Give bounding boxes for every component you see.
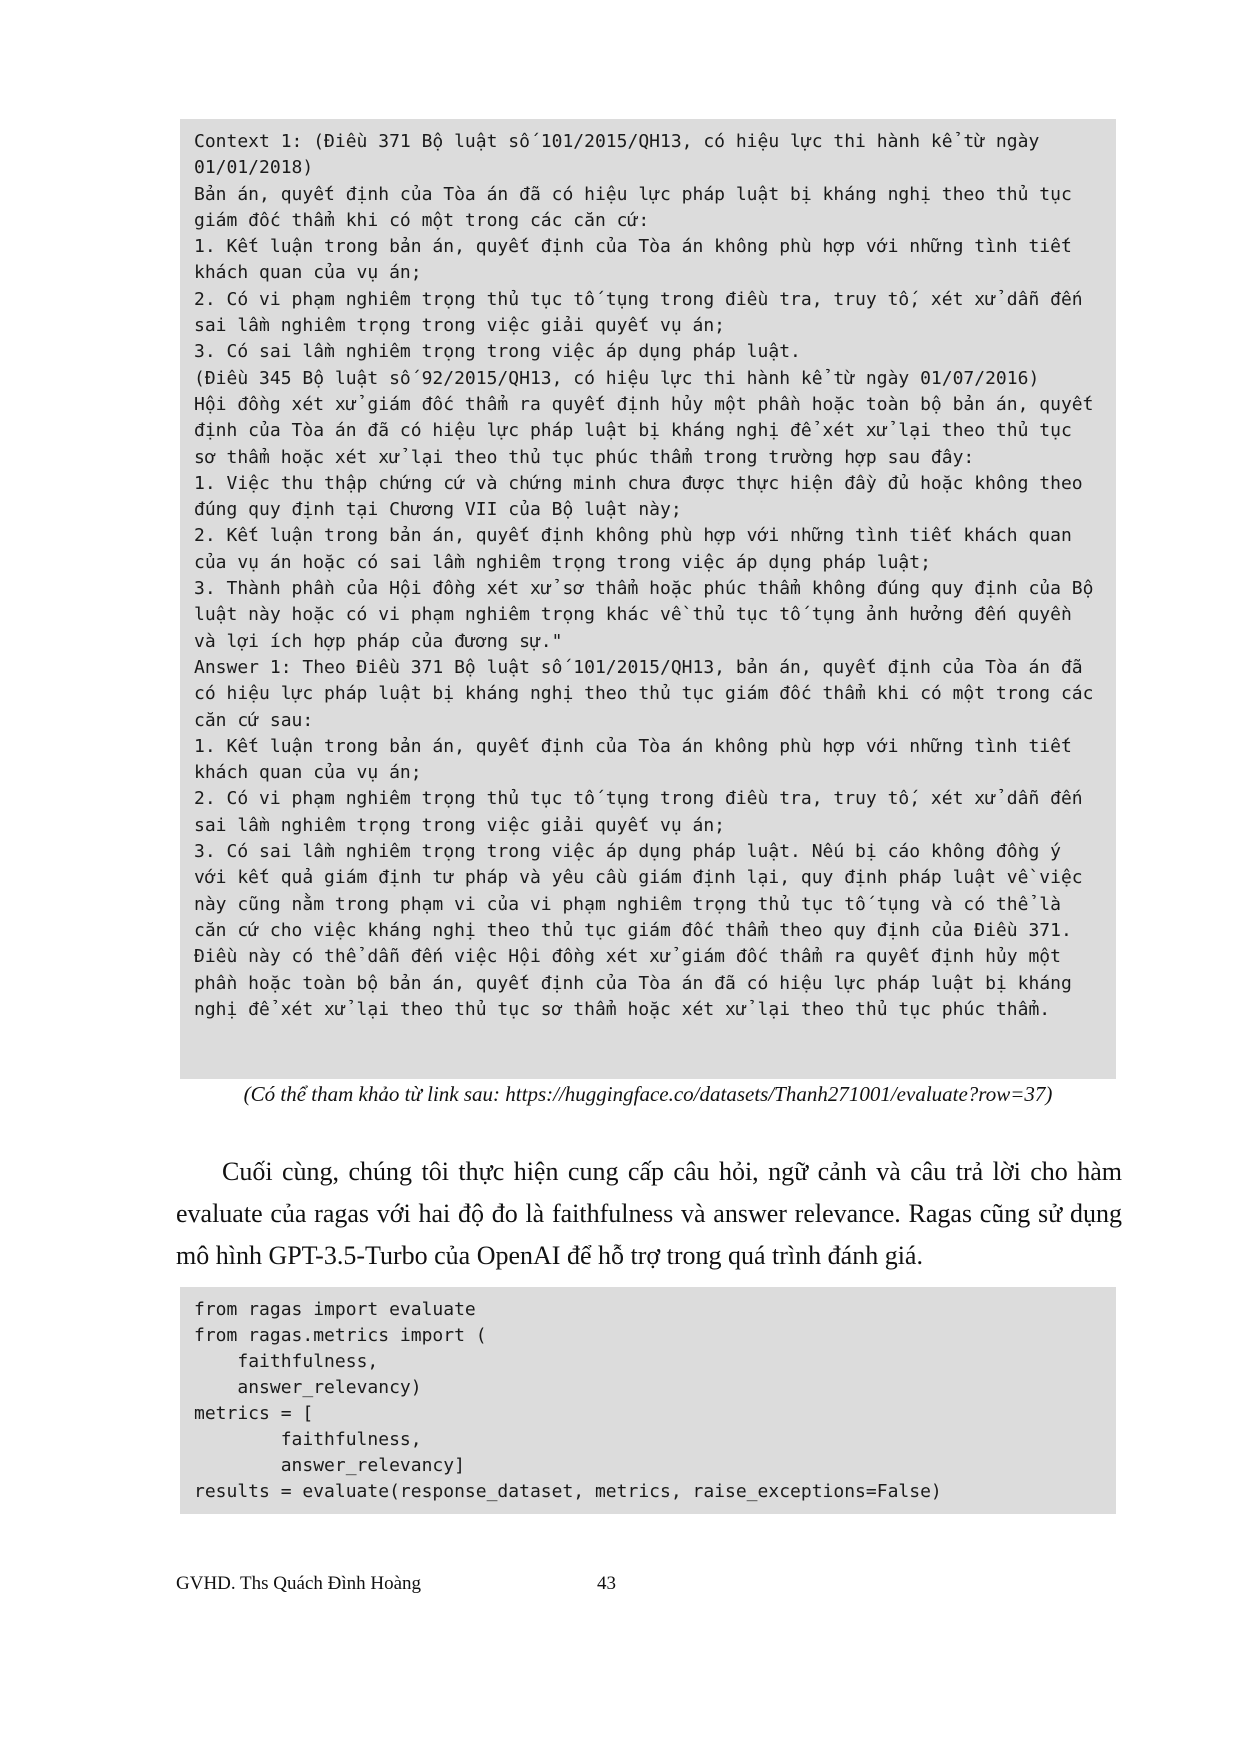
python-code-text: from ragas import evaluate from ragas.metrics import ( faithfulness, answer_relevancy) metrics = [ faithfulness, answer_relevancy] results = evaluate(response_dataset, metrics, raise_exceptions=False) (194, 1299, 942, 1502)
python-code-block (180, 1287, 1116, 1514)
reference-caption: (Có thể tham khảo từ link sau: https://huggingface.co/datasets/Thanh271001/evaluate?row=37) (243, 1082, 1053, 1106)
body-paragraph: Cuối cùng, chúng tôi thực hiện cung cấp câu hỏi, ngữ cảnh và câu trả lời cho hàm evaluate của ragas với hai độ đo là faithfulness và answer relevance. Ragas cũng sử dụng mô hình GPT-3.5-Turbo của OpenAI để hỗ trợ trong quá trình đánh giá. (176, 1157, 1122, 1270)
footer-supervisor: GVHD. Ths Quách Đình Hoàng (176, 1573, 422, 1594)
context-answer-code-block (180, 119, 1116, 1079)
page-number: 43 (597, 1573, 616, 1594)
context-answer-text: Context 1: (Điều 371 Bộ luật số 101/2015/QH13, có hiệu lực thi hành kể từ ngày 01/01/2018) Bản án, quyết định của Tòa án đã có hiệu lực pháp luật bị kháng nghị theo thủ tục giám đốc thẩm khi có một trong các căn cứ: 1. Kết luận trong bản án, quyết định của Tòa án không phù hợp với những tình tiết khách quan của vụ án; 2. Có vi phạm nghiêm trọng thủ tục tố tụng trong điều tra, truy tố, xét xử dẫn đến sai lầm nghiêm trọng trong việc giải quyết vụ án; 3. Có sai lầm nghiêm trọng trong việc áp dụng pháp luật. (Điều 345 Bộ luật số 92/2015/QH13, có hiệu lực thi hành kể từ ngày 01/07/2016) Hội đồng xét xử giám đốc thẩm ra quyết định hủy một phần hoặc toàn bộ bản án, quyết định của Tòa án đã có hiệu lực pháp luật bị kháng nghị để xét xử lại theo thủ tục sơ thẩm hoặc xét xử lại theo thủ tục phúc thẩm trong trường hợp sau đây: 1. Việc thu thập chứng cứ và chứng minh chưa được thực hiện đầy đủ hoặc không theo đúng quy định tại Chương VII của Bộ luật này; 2. Kết luận trong bản án, quyết định không phù hợp với những tình tiết khách quan của vụ án hoặc có sai lầm nghiêm trọng trong việc áp dụng pháp luật; 3. Thành phần của Hội đồng xét xử sơ thẩm hoặc phúc thẩm không đúng quy định của Bộ luật này hoặc có vi phạm nghiêm trọng khác về thủ tục tố tụng ảnh hưởng đến quyền và lợi ích hợp pháp của đương sự." Answer 1: Theo Điều 371 Bộ luật số 101/2015/QH13, bản án, quyết định của Tòa án đã có hiệu lực pháp luật bị kháng nghị theo thủ tục giám đốc thẩm khi có một trong các căn cứ sau: 1. Kết luận trong bản án, quyết định của Tòa án không phù hợp với những tình tiết khách quan của vụ án; 2. Có vi phạm nghiêm trọng thủ tục tố tụng trong điều tra, truy tố, xét xử dẫn đến sai lầm nghiêm trọng trong việc giải quyết vụ án; 3. Có sai lầm nghiêm trọng trong việc áp dụng pháp luật. Nếu bị cáo không đồng ý với kết quả giám định tư pháp và yêu cầu giám định lại, quy định pháp luật về việc này cũng nằm trong phạm vi của vi phạm nghiêm trọng thủ tục tố tụng và có thể là căn cứ cho việc kháng nghị theo thủ tục giám đốc thẩm theo quy định của Điều 371. Điều này có thể dẫn đến việc Hội đồng xét xử giám đốc thẩm ra quyết định hủy một phần hoặc toàn bộ bản án, quyết định của Tòa án đã có hiệu lực pháp luật bị kháng nghị để xét xử lại theo thủ tục sơ thẩm hoặc xét xử lại theo thủ tục phúc thẩm. (194, 131, 1094, 1020)
